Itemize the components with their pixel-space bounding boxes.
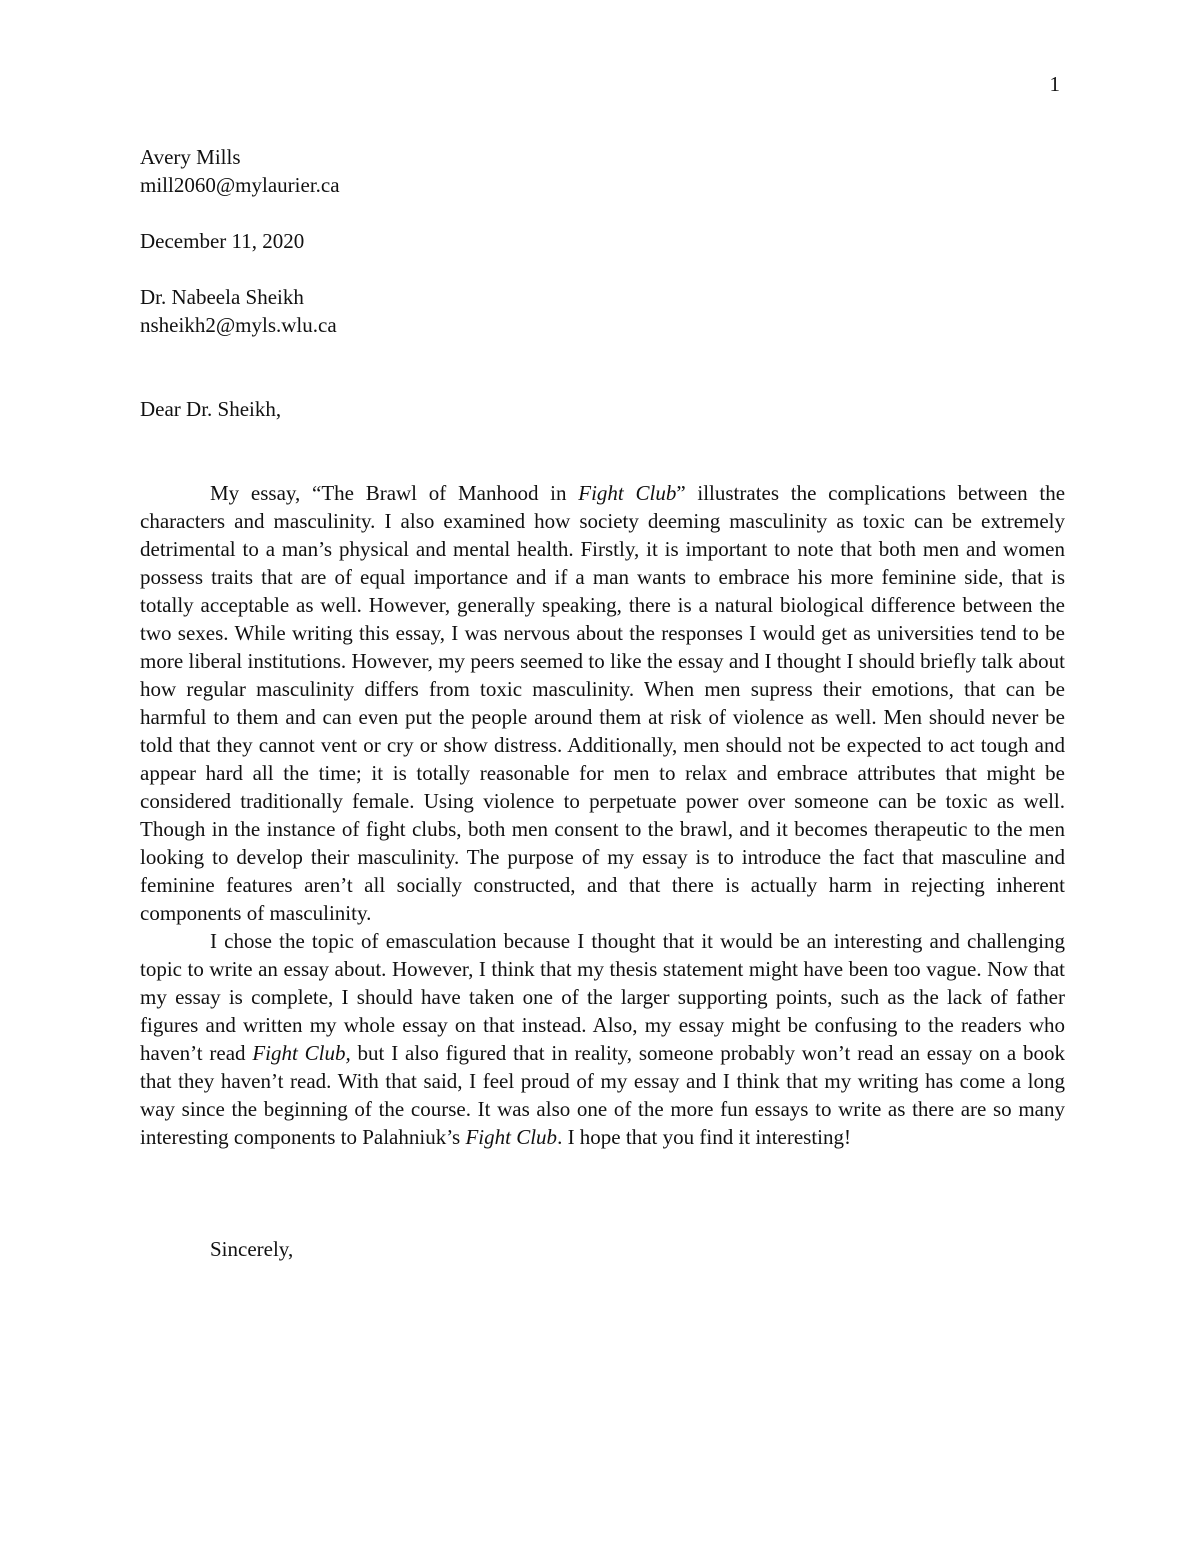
paragraph-2-book-title-2: Fight Club [465, 1125, 558, 1149]
sender-email: mill2060@mylaurier.ca [140, 173, 340, 197]
letter-content [140, 143, 1065, 1263]
paragraph-1-text-a: My essay, “The Brawl of Manhood in [210, 481, 579, 505]
recipient-name: Dr. Nabeela Sheikh [140, 285, 304, 309]
paragraph-2-book-title-1: Fight Club, [252, 1041, 351, 1065]
recipient-block [140, 283, 1065, 339]
paragraph-2-text-a: I chose the topic of emasculation because I thought that it would be an interesting and challenging topic to write an essay about. However, I think that my thesis statement might have been too vague. Now that my essay is complete, I should have taken one of the larger supporting points, such as the lack of father figures and written my whole essay on that instead. Also, my essay might be confusing to the readers who haven’t read [140, 929, 1065, 1065]
paragraph-2-text-b: but I also figured that in reality, someone probably won’t read an essay on a book that they haven’t read. With that said, I feel proud of my essay and I think that my writing has come a long way since the beginning of the course. It was also one of the more fun essays to write as there are so many interesting components to Palahniuk’s [140, 1041, 1065, 1149]
sender-name: Avery Mills [140, 145, 241, 169]
paragraph-1-book-title: Fight Club [578, 481, 677, 505]
letter-body [140, 479, 1065, 1151]
sender-block [140, 143, 1065, 199]
paragraph-1-text-b: ” illustrates the complications between the characters and masculinity. I also examined how society deeming masculinity as toxic can be extremely detrimental to a man’s physical and mental health. Firstly, it is important to note that both men and women possess traits that are of equal importance and if a man wants to embrace his more feminine side, that is totally acceptable as well. However, generally speaking, there is a natural biological difference between the two sexes. While writing this essay, I was nervous about the responses I would get as universities tend to be more liberal institutions. However, my peers seemed to like the essay and I thought I should briefly talk about how regular masculinity differs from toxic masculinity. When men supress their emotions, that can be harmful to them and can even put the people around them at risk of violence as well. Men should never be told that they cannot vent or cry or show distress. Additionally, men should not be expected to act tough and appear hard all the time; it is totally reasonable for men to relax and embrace attributes that might be considered traditionally female. Using violence to perpetuate power over someone can be toxic as well. Though in the instance of fight clubs, both men consent to the brawl, and it becomes therapeutic to the men looking to develop their masculinity. The purpose of my essay is to introduce the fact that masculine and feminine features aren’t all socially constructed, and that there is actually harm in rejecting inherent components of masculinity. [140, 481, 1066, 925]
paragraph-2-text-c: . I hope that you find it interesting! [557, 1125, 852, 1149]
salutation: Dear Dr. Sheikh, [140, 397, 282, 421]
recipient-email: nsheikh2@myls.wlu.ca [140, 313, 337, 337]
page-number: 1 [1049, 72, 1060, 96]
closing-block [140, 1235, 1065, 1263]
letter-date: December 11, 2020 [140, 229, 305, 253]
closing: Sincerely, [210, 1237, 294, 1261]
salutation-block [140, 395, 1065, 423]
date-block [140, 227, 1065, 255]
body-paragraph-2 [140, 927, 1065, 1151]
body-paragraph-1 [140, 479, 1065, 927]
